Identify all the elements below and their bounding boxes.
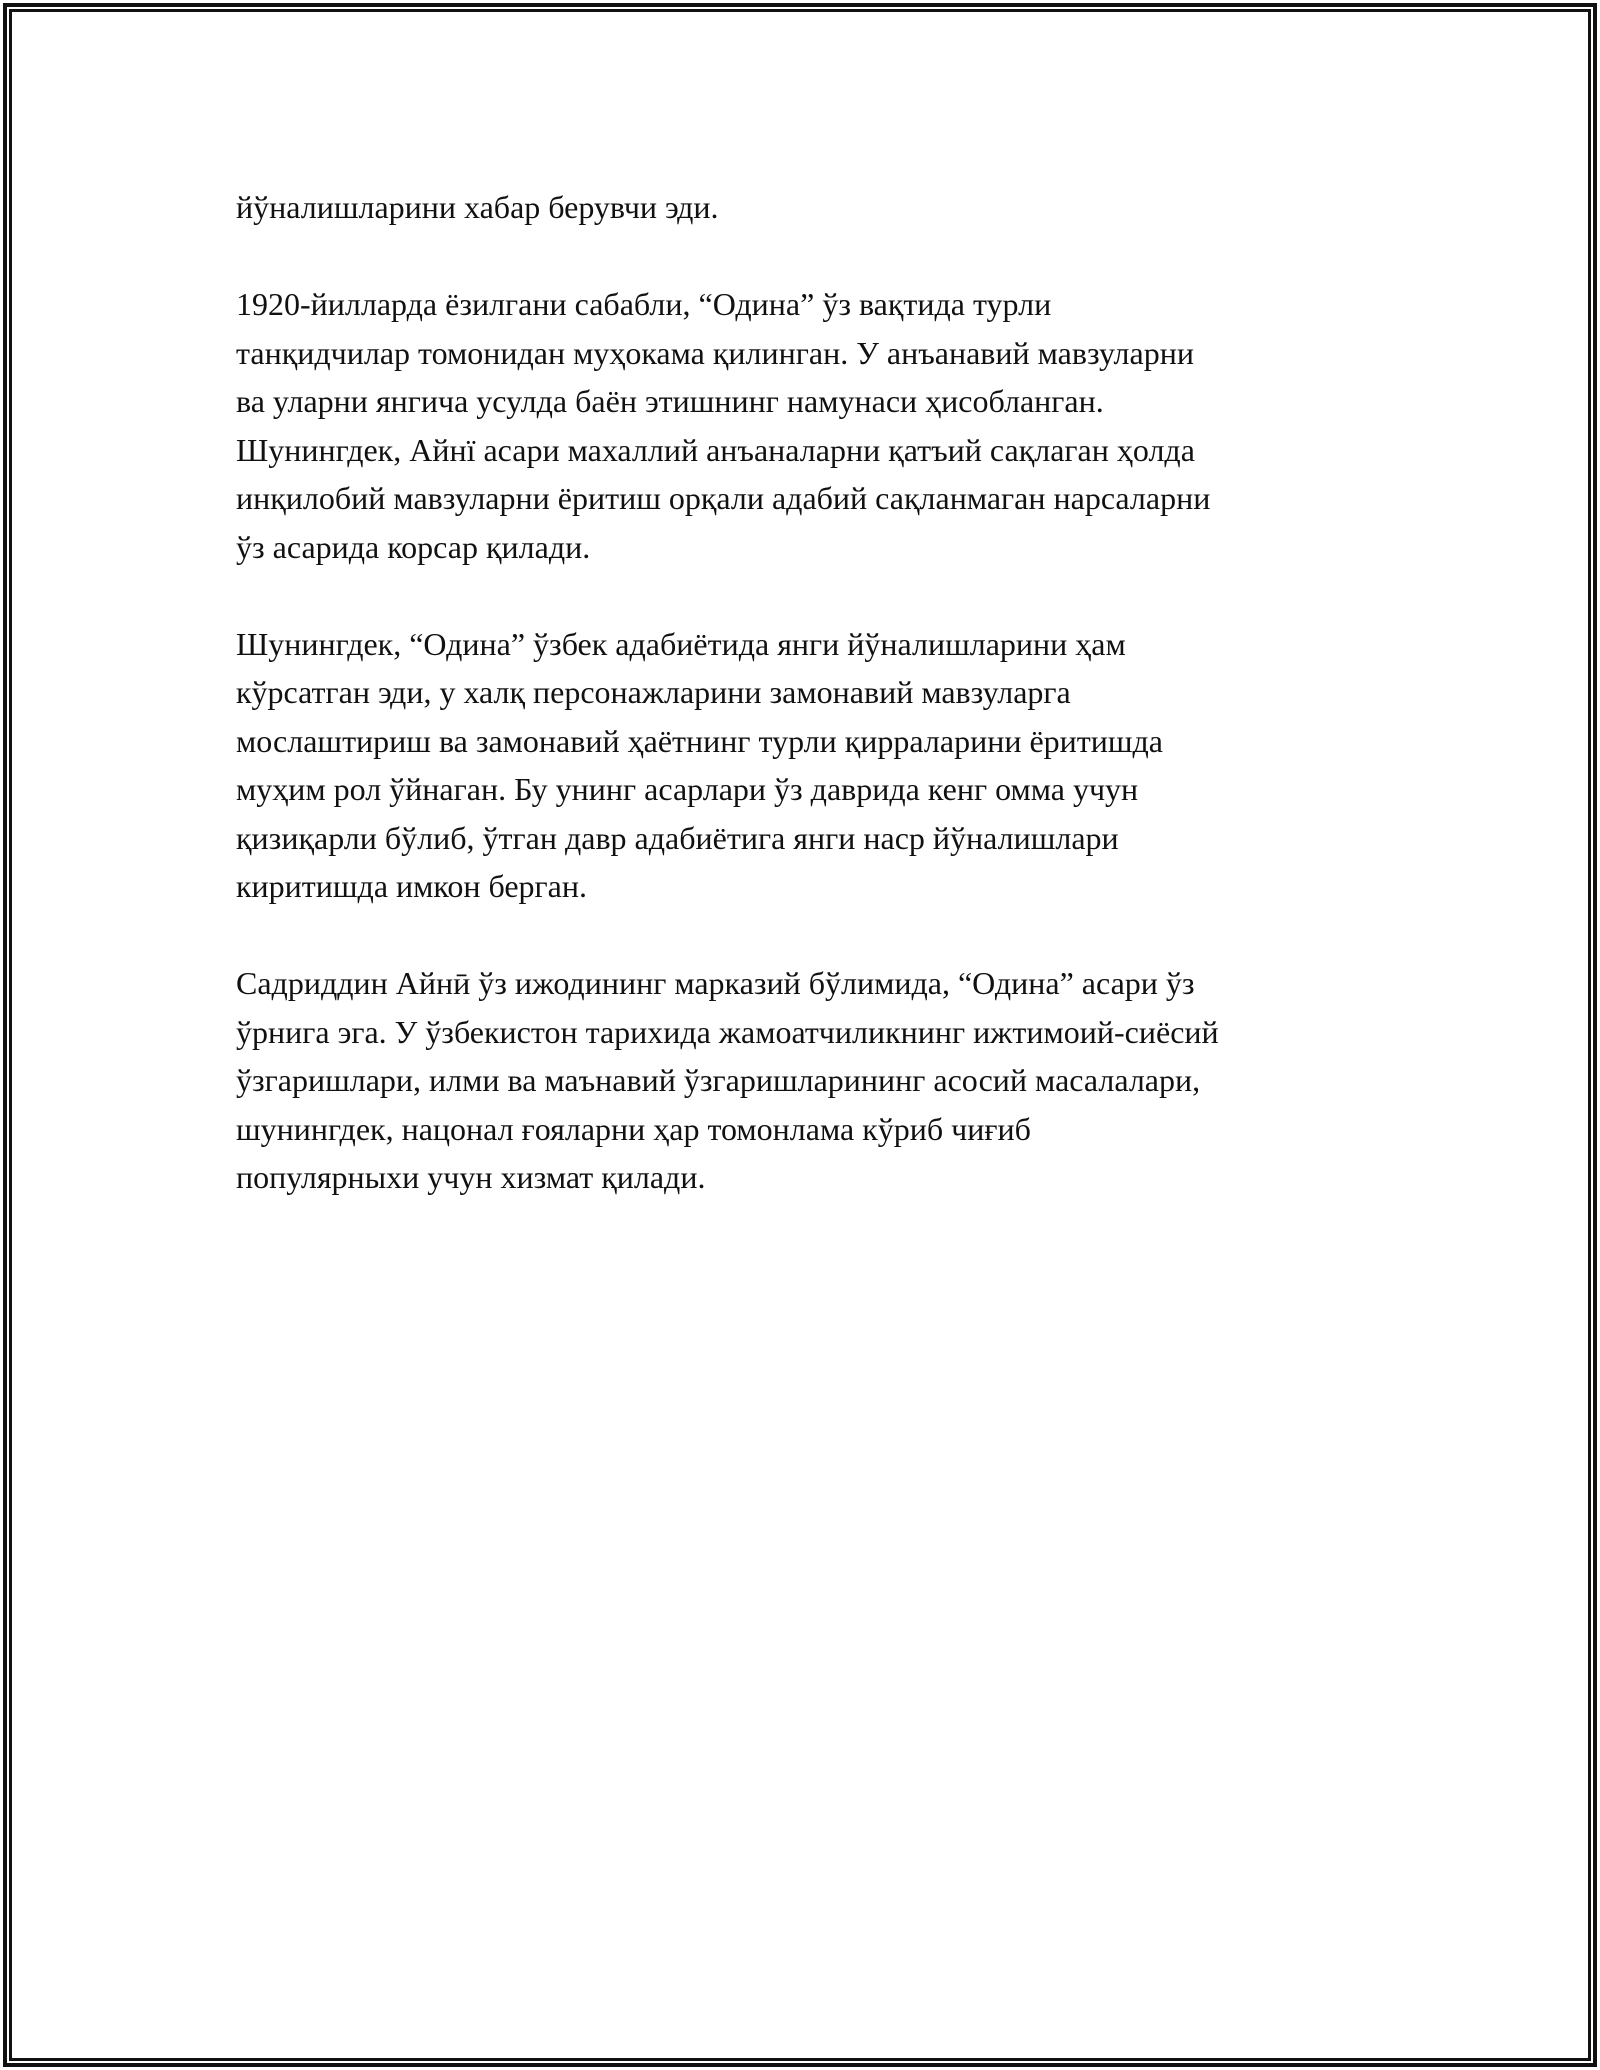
paragraph-4-line-4: шунингдек, нацонал ғояларни ҳар томонлама кўриб чиғиб [236,1110,1031,1147]
paragraph-3-line-1: Шунингдек, “Одина” ўзбек адабиётида янги йўналишларини ҳам [236,625,1126,662]
paragraph-4 [236,959,1396,1202]
paragraph-2-line-4: Шунингдек, Айнї асари махаллий анъаналарни қатъий сақлаган ҳолда [236,431,1195,468]
paragraph-2 [236,280,1396,571]
paragraph-4-line-5: популярныхи учун хизмат қилади. [236,1159,706,1195]
paragraph-4-line-1: Садриддин Айнӣ ўз ижодининг марказий бўлимида, “Одина” асари ўз [236,965,1195,1001]
paragraph-3 [236,620,1396,911]
paragraph-4-line-2: ўрнига эга. У ўзбекистон тарихида жамоатчиликнинг ижтимоий-сиёсий [236,1013,1219,1050]
paragraph-3-line-5: қизиқарли бўлиб, ўтган давр адабиётига янги наср йўналишлари [236,819,1119,856]
paragraph-3-line-3: мослаштириш ва замонавий ҳаётнинг турли қирраларини ёритишда [236,722,1163,759]
paragraph-3-line-4: муҳим рол ўйнаган. Бу унинг асарлари ўз даврида кенг омма учун [236,771,1139,807]
paragraph-1 [236,183,1396,232]
paragraph-2-line-3: ва уларни янгича усулда баён этишнинг намунаси ҳисобланган. [236,383,1104,419]
paragraph-2-line-2: танқидчилар томонидан муҳокама қилинган. У анъанавий мавзуларни [236,334,1194,371]
paragraph-2-line-6: ўз асарида корсар қилади. [236,528,591,565]
paragraph-3-line-6: киритишда имкон берган. [236,868,587,904]
paragraph-2-line-5: инқилобий мавзуларни ёритиш орқали адабий сақланмаган нарсаларни [236,480,1211,516]
paragraph-3-line-2: кўрсатган эди, у халқ персонажларини замонавий мавзуларга [236,674,1071,710]
paragraph-4-line-3: ўзгаришлари, илми ва маънавий ўзгаришларининг асосий масалалари, [236,1062,1201,1098]
document-body [236,183,1396,1250]
paragraph-1-line-1: йўналишларини хабар берувчи эди. [236,189,719,225]
paragraph-2-line-1: 1920-йилларда ёзилгани сабабли, “Одина” ўз вақтида турли [236,286,1052,322]
